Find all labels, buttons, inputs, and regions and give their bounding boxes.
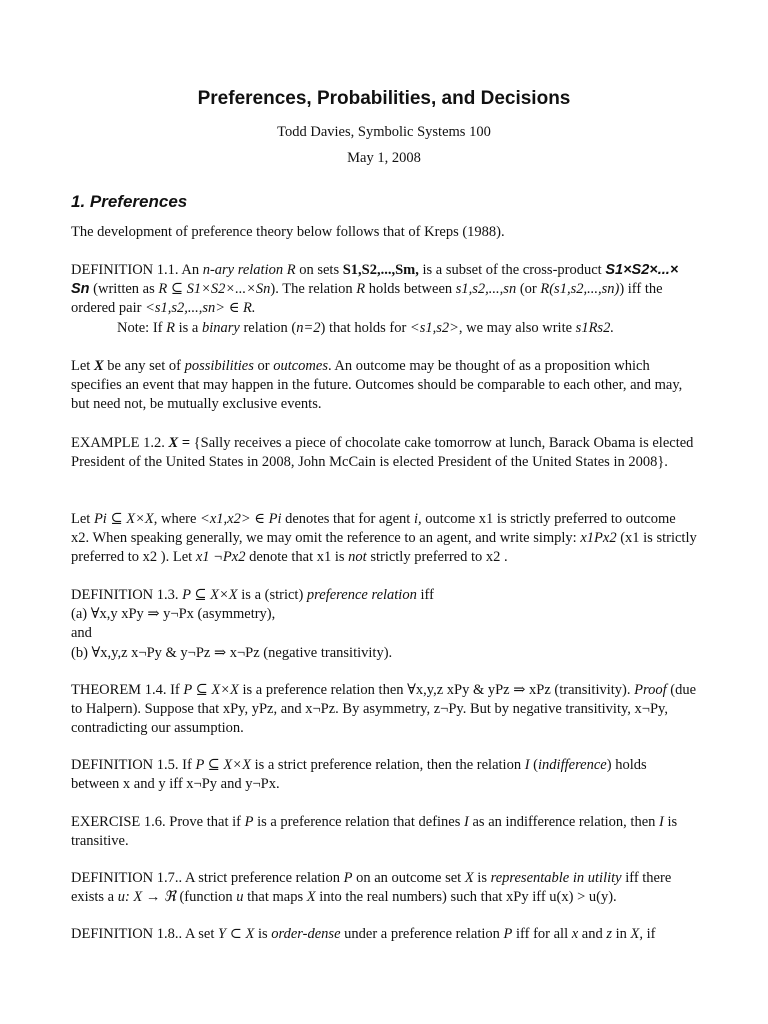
let-x-paragraph: Let X be any set of possibilities or outcomes. An outcome may be thought of as a proposition which specifies an event that may happen in the future. Outcomes should be comparable to each other, and may, but need not, be mutually exclusive events. [71, 358, 683, 413]
section-heading: 1. Preferences [71, 192, 188, 211]
document-title: Preferences, Probabilities, and Decisions [197, 88, 571, 109]
definition-1-1-note: Note: If R is a binary relation (n=2) that holds for <s1,s2>, we may also write s1Rs2. [117, 319, 614, 336]
definition-1-5: DEFINITION 1.5. If P ⊆ X×X is a strict preference relation, then the relation I (indifference) holds between x and y iff x¬Py and y¬Px. [71, 757, 647, 793]
exercise-1-6: EXERCISE 1.6. Prove that if P is a preference relation that defines I as an indifference relation, then I is transitive. [71, 814, 678, 850]
intro-paragraph: The development of preference theory below follows that of Kreps (1988). [71, 224, 505, 240]
example-1-2: EXAMPLE 1.2. X = {Sally receives a piece of chocolate cake tomorrow at lunch, Barack Obama is elected President of the United States in 2008, John McCain is elected President of the United States in 2008}. [71, 435, 694, 471]
definition-1-8: DEFINITION 1.8.. A set Y ⊂ X is order-dense under a preference relation P iff for all x and z in X, if [71, 926, 656, 942]
theorem-1-4: THEOREM 1.4. If P ⊆ X×X is a preference relation then ∀x,y,z xPy & yPz ⇒ xPz (transitivity). Proof (due to Halpern). Suppose that xPy, yPz, and x¬Pz. By asymmetry, z¬Py. But by negative transitivity, x¬Py, contradicting our assumption. [71, 682, 697, 737]
definition-1-1: DEFINITION 1.1. An n-ary relation R on sets S1,S2,...,Sm, is a subset of the cross-product S1×S2×...× Sn (written as R ⊆ S1×S2×...×Sn). The relation R holds between s1,s2,...,sn (or R(s1,s2,...,sn)) iff the ordered pair <s1,s2,...,sn> ∈ R. Note: If R is a binary relation (n=2) that holds for <s1,s2>, we may also write s1Rs2. [71, 261, 697, 338]
author-line: Todd Davies, Symbolic Systems 100 [277, 124, 491, 140]
date-line: May 1, 2008 [347, 150, 421, 166]
definition-1-7: DEFINITION 1.7.. A strict preference relation P on an outcome set X is representable in utility iff there exists a u: X → ℜ (function u that maps X into the real numbers) such that xPy iff u(x) > u(y). [71, 870, 672, 906]
let-p-paragraph: Let Pi ⊆ X×X, where <x1,x2> ∈ Pi denotes that for agent i, outcome x1 is strictly preferred to outcome x2. When speaking generally, we may omit the reference to an agent, and write simply: x1Px2 (x1 is strictly preferred to x2 ). Let x1 ¬Px2 denote that x1 is not strictly preferred to x2 . [71, 511, 697, 566]
definition-1-3: DEFINITION 1.3. P ⊆ X×X is a (strict) preference relation iff (a) ∀x,y xPy ⇒ y¬Px (asymmetry), and (b) ∀x,y,z x¬Py & y¬Pz ⇒ x¬Pz (negative transitivity). [71, 587, 434, 661]
